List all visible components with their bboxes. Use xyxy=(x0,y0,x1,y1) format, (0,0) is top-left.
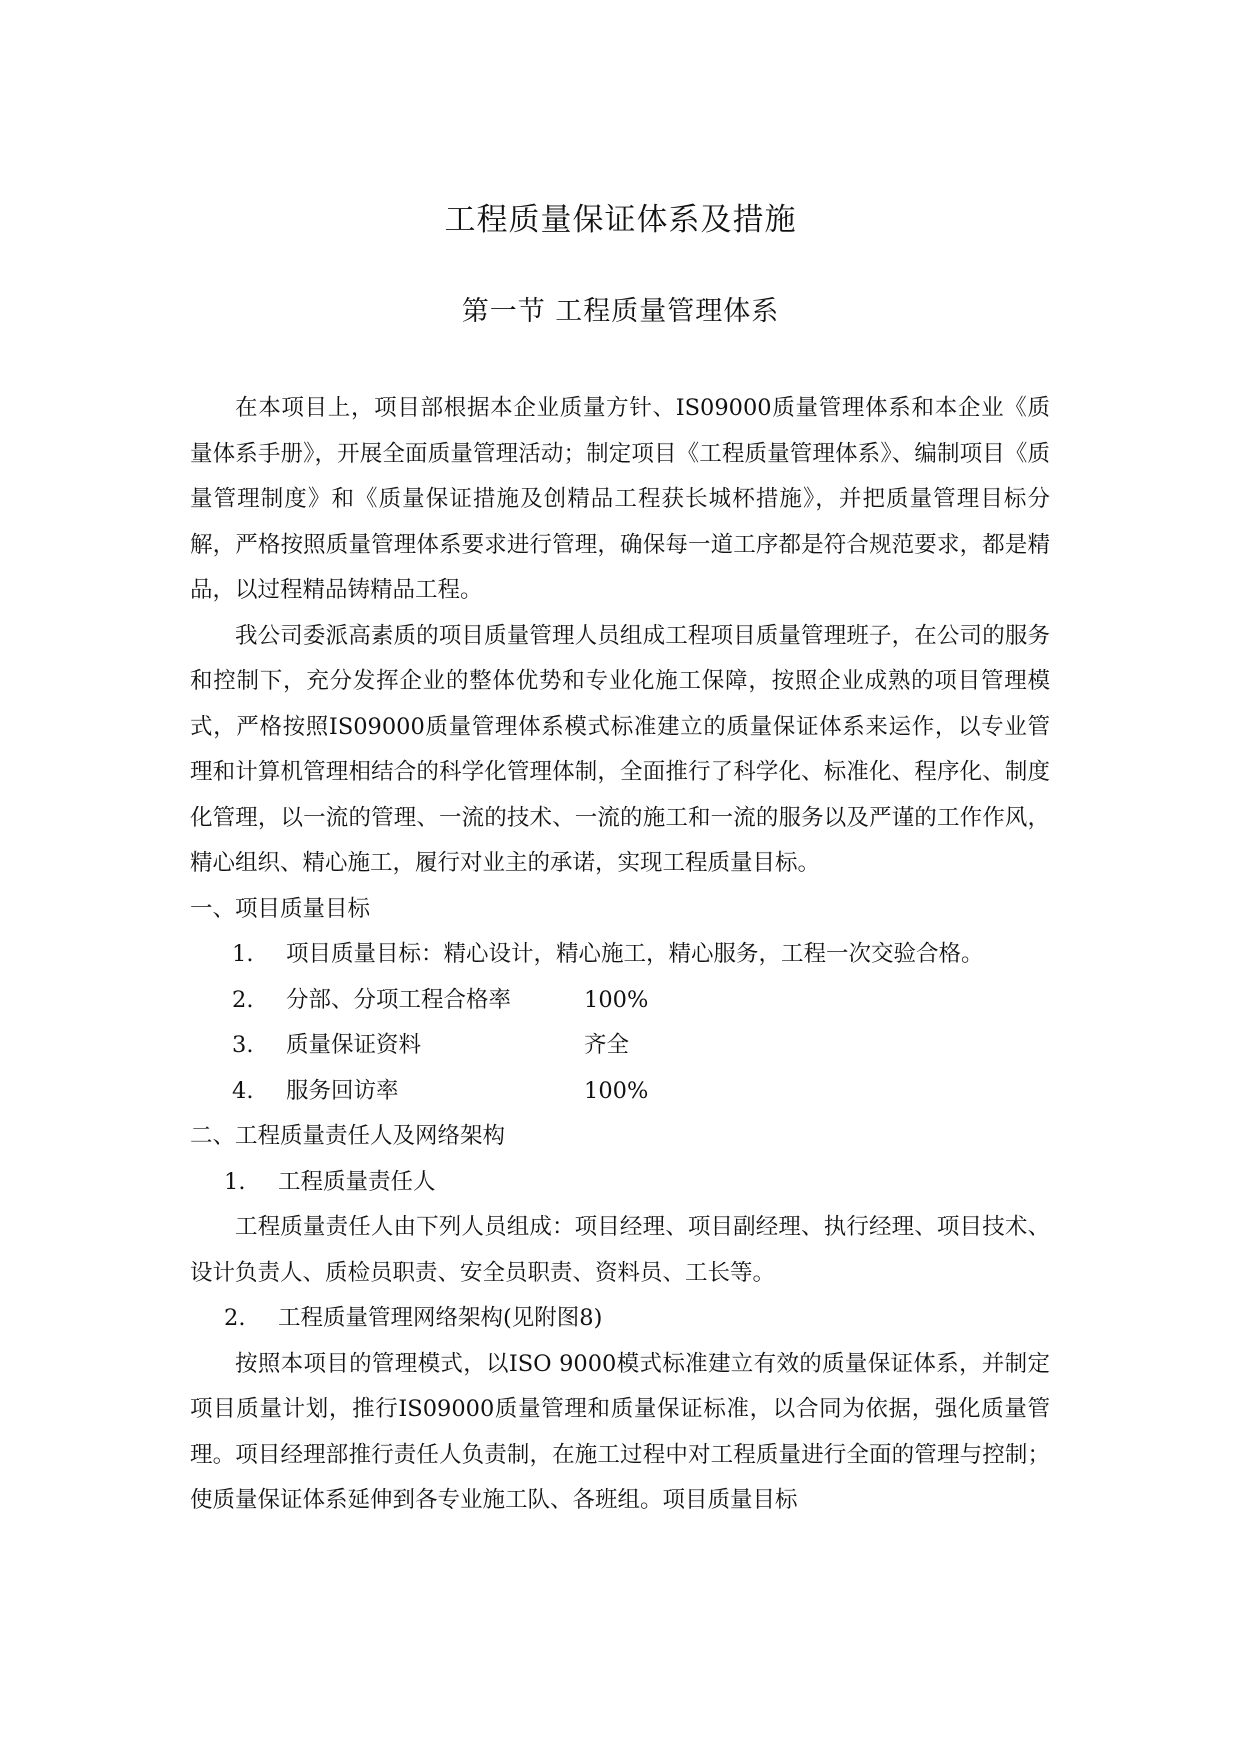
document-title: 工程质量保证体系及措施 xyxy=(444,202,797,238)
list-item xyxy=(190,932,1050,978)
list-item xyxy=(190,1069,1050,1115)
list-item-label: 分部、分项工程合格率 xyxy=(286,986,512,1013)
list-item-label: 项目质量目标：精心设计，精心施工，精心服务，工程一次交验合格。 xyxy=(286,941,984,967)
list-item-number: 3. xyxy=(232,1032,254,1058)
intro-paragraph-1: 在本项目上，项目部根据本企业质量方针、IS09000质量管理体系和本企业《质量体系手册》，开展全面质量管理活动；制定项目《工程质量管理体系》、编制项目《质量管理制度》和《质量保证措施及创精品工程获长城杯措施》，并把质量管理目标分解，严格按照质量管理体系要求进行管理，确保每一道工序都是符合规范要求，都是精品，以过程精品铸精品工程。 xyxy=(190,395,1050,603)
subsection-number: 1. xyxy=(224,1168,246,1195)
subsection-heading-2 xyxy=(190,1296,1050,1342)
list-item-label: 服务回访率 xyxy=(286,1077,399,1104)
subsection-number: 2. xyxy=(224,1305,246,1331)
list-item-value: 100% xyxy=(584,1077,649,1104)
section-heading-responsibility: 二、工程质量责任人及网络架构 xyxy=(190,1123,506,1149)
document-body xyxy=(190,386,1050,1524)
list-item xyxy=(190,1023,1050,1069)
subsection-heading-1 xyxy=(190,1160,1050,1206)
subsection-title: 工程质量管理网络架构(见附图8) xyxy=(278,1305,603,1331)
list-item-label: 质量保证资料 xyxy=(286,1032,422,1058)
list-item-number: 1. xyxy=(232,941,254,967)
list-item xyxy=(190,978,1050,1024)
list-item-number: 2. xyxy=(232,986,254,1013)
subsection-title: 工程质量责任人 xyxy=(278,1168,436,1195)
list-item-value: 100% xyxy=(584,986,649,1013)
section-heading-quality-goals: 一、项目质量目标 xyxy=(190,895,371,922)
section-title: 第一节 工程质量管理体系 xyxy=(461,296,780,327)
network-paragraph: 按照本项目的管理模式，以ISO 9000模式标准建立有效的质量保证体系，并制定项目质量计划，推行IS09000质量管理和质量保证标准，以合同为依据，强化质量管理。项目经理部推行责任人负责制，在施工过程中对工程质量进行全面的管理与控制；使质量保证体系延伸到各专业施工队、各班组。项目质量目标 xyxy=(190,1350,1050,1513)
intro-paragraph-2: 我公司委派高素质的项目质量管理人员组成工程项目质量管理班子，在公司的服务和控制下，充分发挥企业的整体优势和专业化施工保障，按照企业成熟的项目管理模式，严格按照IS09000质量管理体系模式标准建立的质量保证体系来运作，以专业管理和计算机管理相结合的科学化管理体制，全面推行了科学化、标准化、程序化、制度化管理，以一流的管理、一流的技术、一流的施工和一流的服务以及严谨的工作作风，精心组织、精心施工，履行对业主的承诺，实现工程质量目标。 xyxy=(190,622,1050,876)
responsibility-paragraph: 工程质量责任人由下列人员组成：项目经理、项目副经理、执行经理、项目技术、设计负责人、质检员职责、安全员职责、资料员、工长等。 xyxy=(190,1214,1050,1286)
list-item-number: 4. xyxy=(232,1077,254,1104)
list-item-value: 齐全 xyxy=(584,1032,630,1058)
